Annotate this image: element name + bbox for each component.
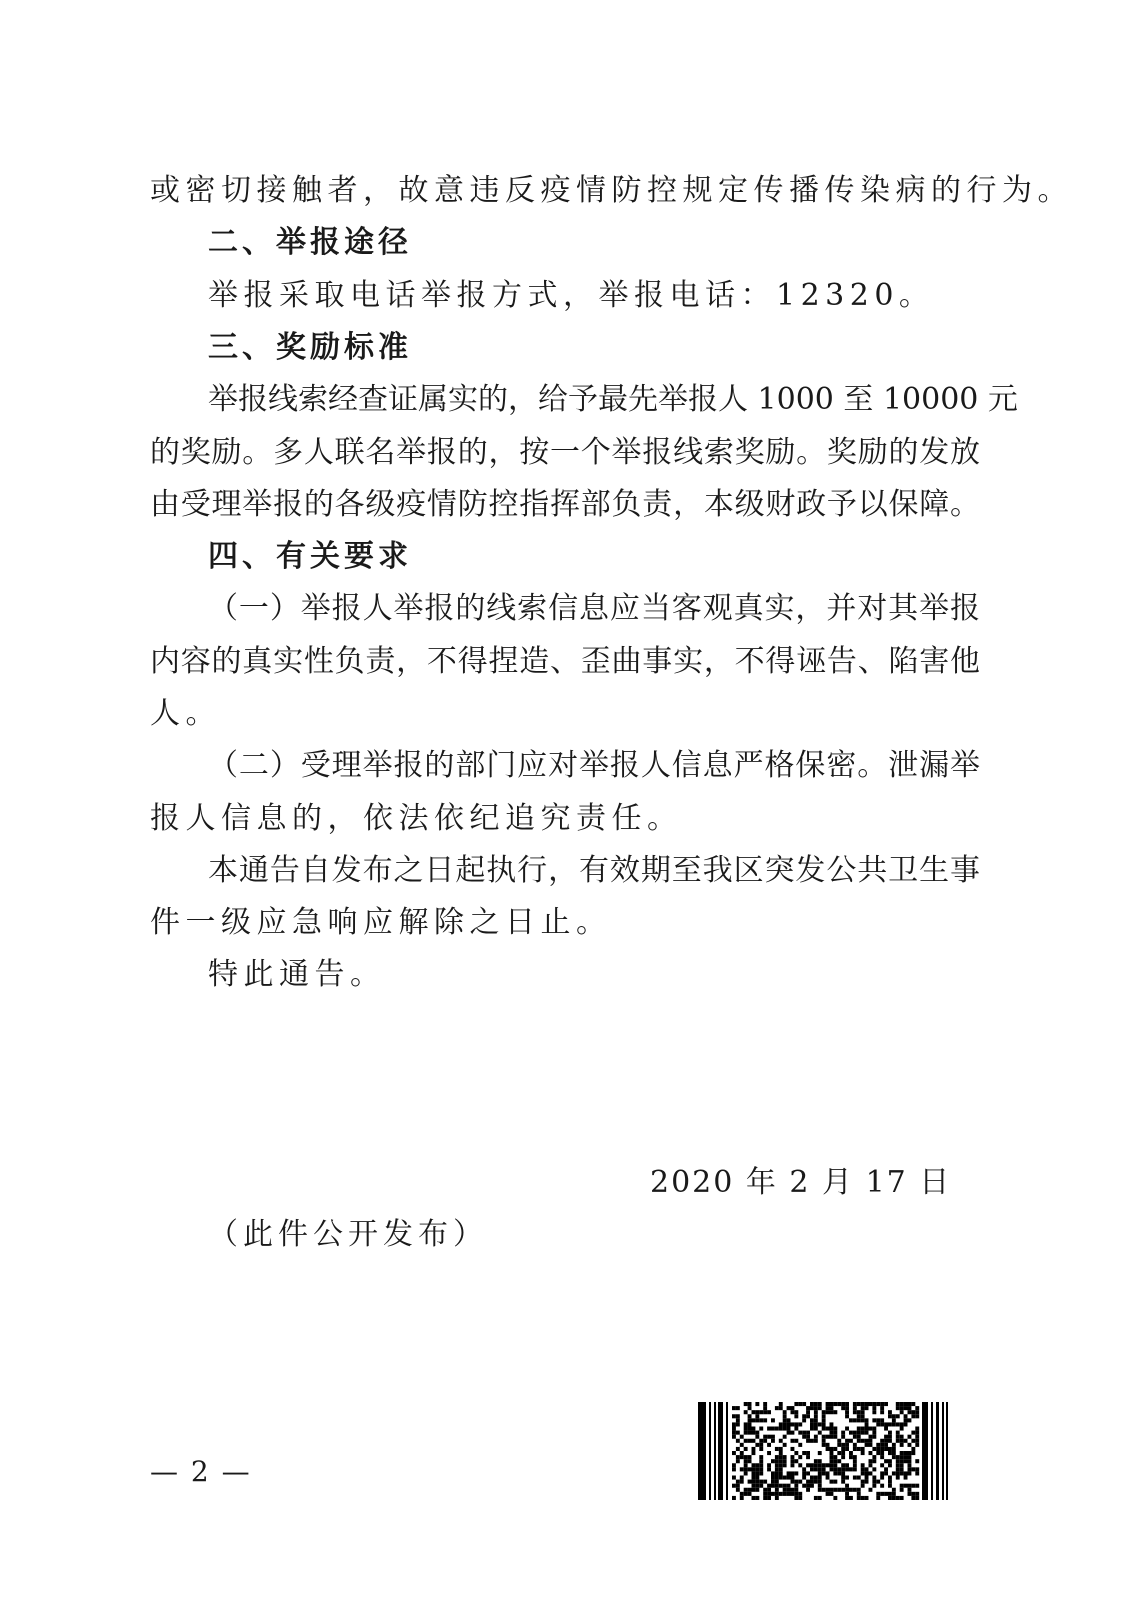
publication-note: （此件公开发布） xyxy=(208,1217,488,1252)
paragraph-line: （一）举报人举报的线索信息应当客观真实，并对其举报 xyxy=(208,591,980,626)
paragraph-line: 内容的真实性负责，不得捏造、歪曲事实，不得诬告、陷害他 xyxy=(150,644,980,679)
page-number: — 2 — xyxy=(150,1455,252,1488)
document-barcode xyxy=(698,1402,948,1500)
barcode-stop-pattern xyxy=(922,1402,948,1500)
paragraph-line: 件一级应急响应解除之日止。 xyxy=(150,905,612,940)
closing-line: 特此通告。 xyxy=(208,957,386,992)
paragraph-line: 的奖励。多人联名举报的，按一个举报线索奖励。奖励的发放 xyxy=(150,435,980,470)
paragraph-line: 举报线索经查证属实的，给予最先举报人 1000 至 10000 元 xyxy=(208,382,1018,417)
paragraph-line: 本通告自发布之日起执行，有效期至我区突发公共卫生事 xyxy=(208,853,980,888)
issue-date: 2020 年 2 月 17 日 xyxy=(650,1165,952,1200)
section-heading-reporting-channel: 二、举报途径 xyxy=(208,225,412,260)
paragraph-line: 或密切接触者，故意违反疫情防控规定传播传染病的行为。 xyxy=(150,173,1073,208)
paragraph-line: 举报采取电话举报方式，举报电话：12320。 xyxy=(208,278,935,313)
paragraph-line: （二）受理举报的部门应对举报人信息严格保密。泄漏举 xyxy=(208,748,980,783)
paragraph-line: 报人信息的，依法依纪追究责任。 xyxy=(150,801,683,836)
paragraph-line: 由受理举报的各级疫情防控指挥部负责，本级财政予以保障。 xyxy=(150,487,980,522)
section-heading-reward-standard: 三、奖励标准 xyxy=(208,330,412,365)
barcode-data-modules xyxy=(732,1402,919,1500)
barcode-start-pattern xyxy=(698,1402,728,1500)
section-heading-requirements: 四、有关要求 xyxy=(208,539,412,574)
paragraph-line: 人。 xyxy=(150,696,221,731)
